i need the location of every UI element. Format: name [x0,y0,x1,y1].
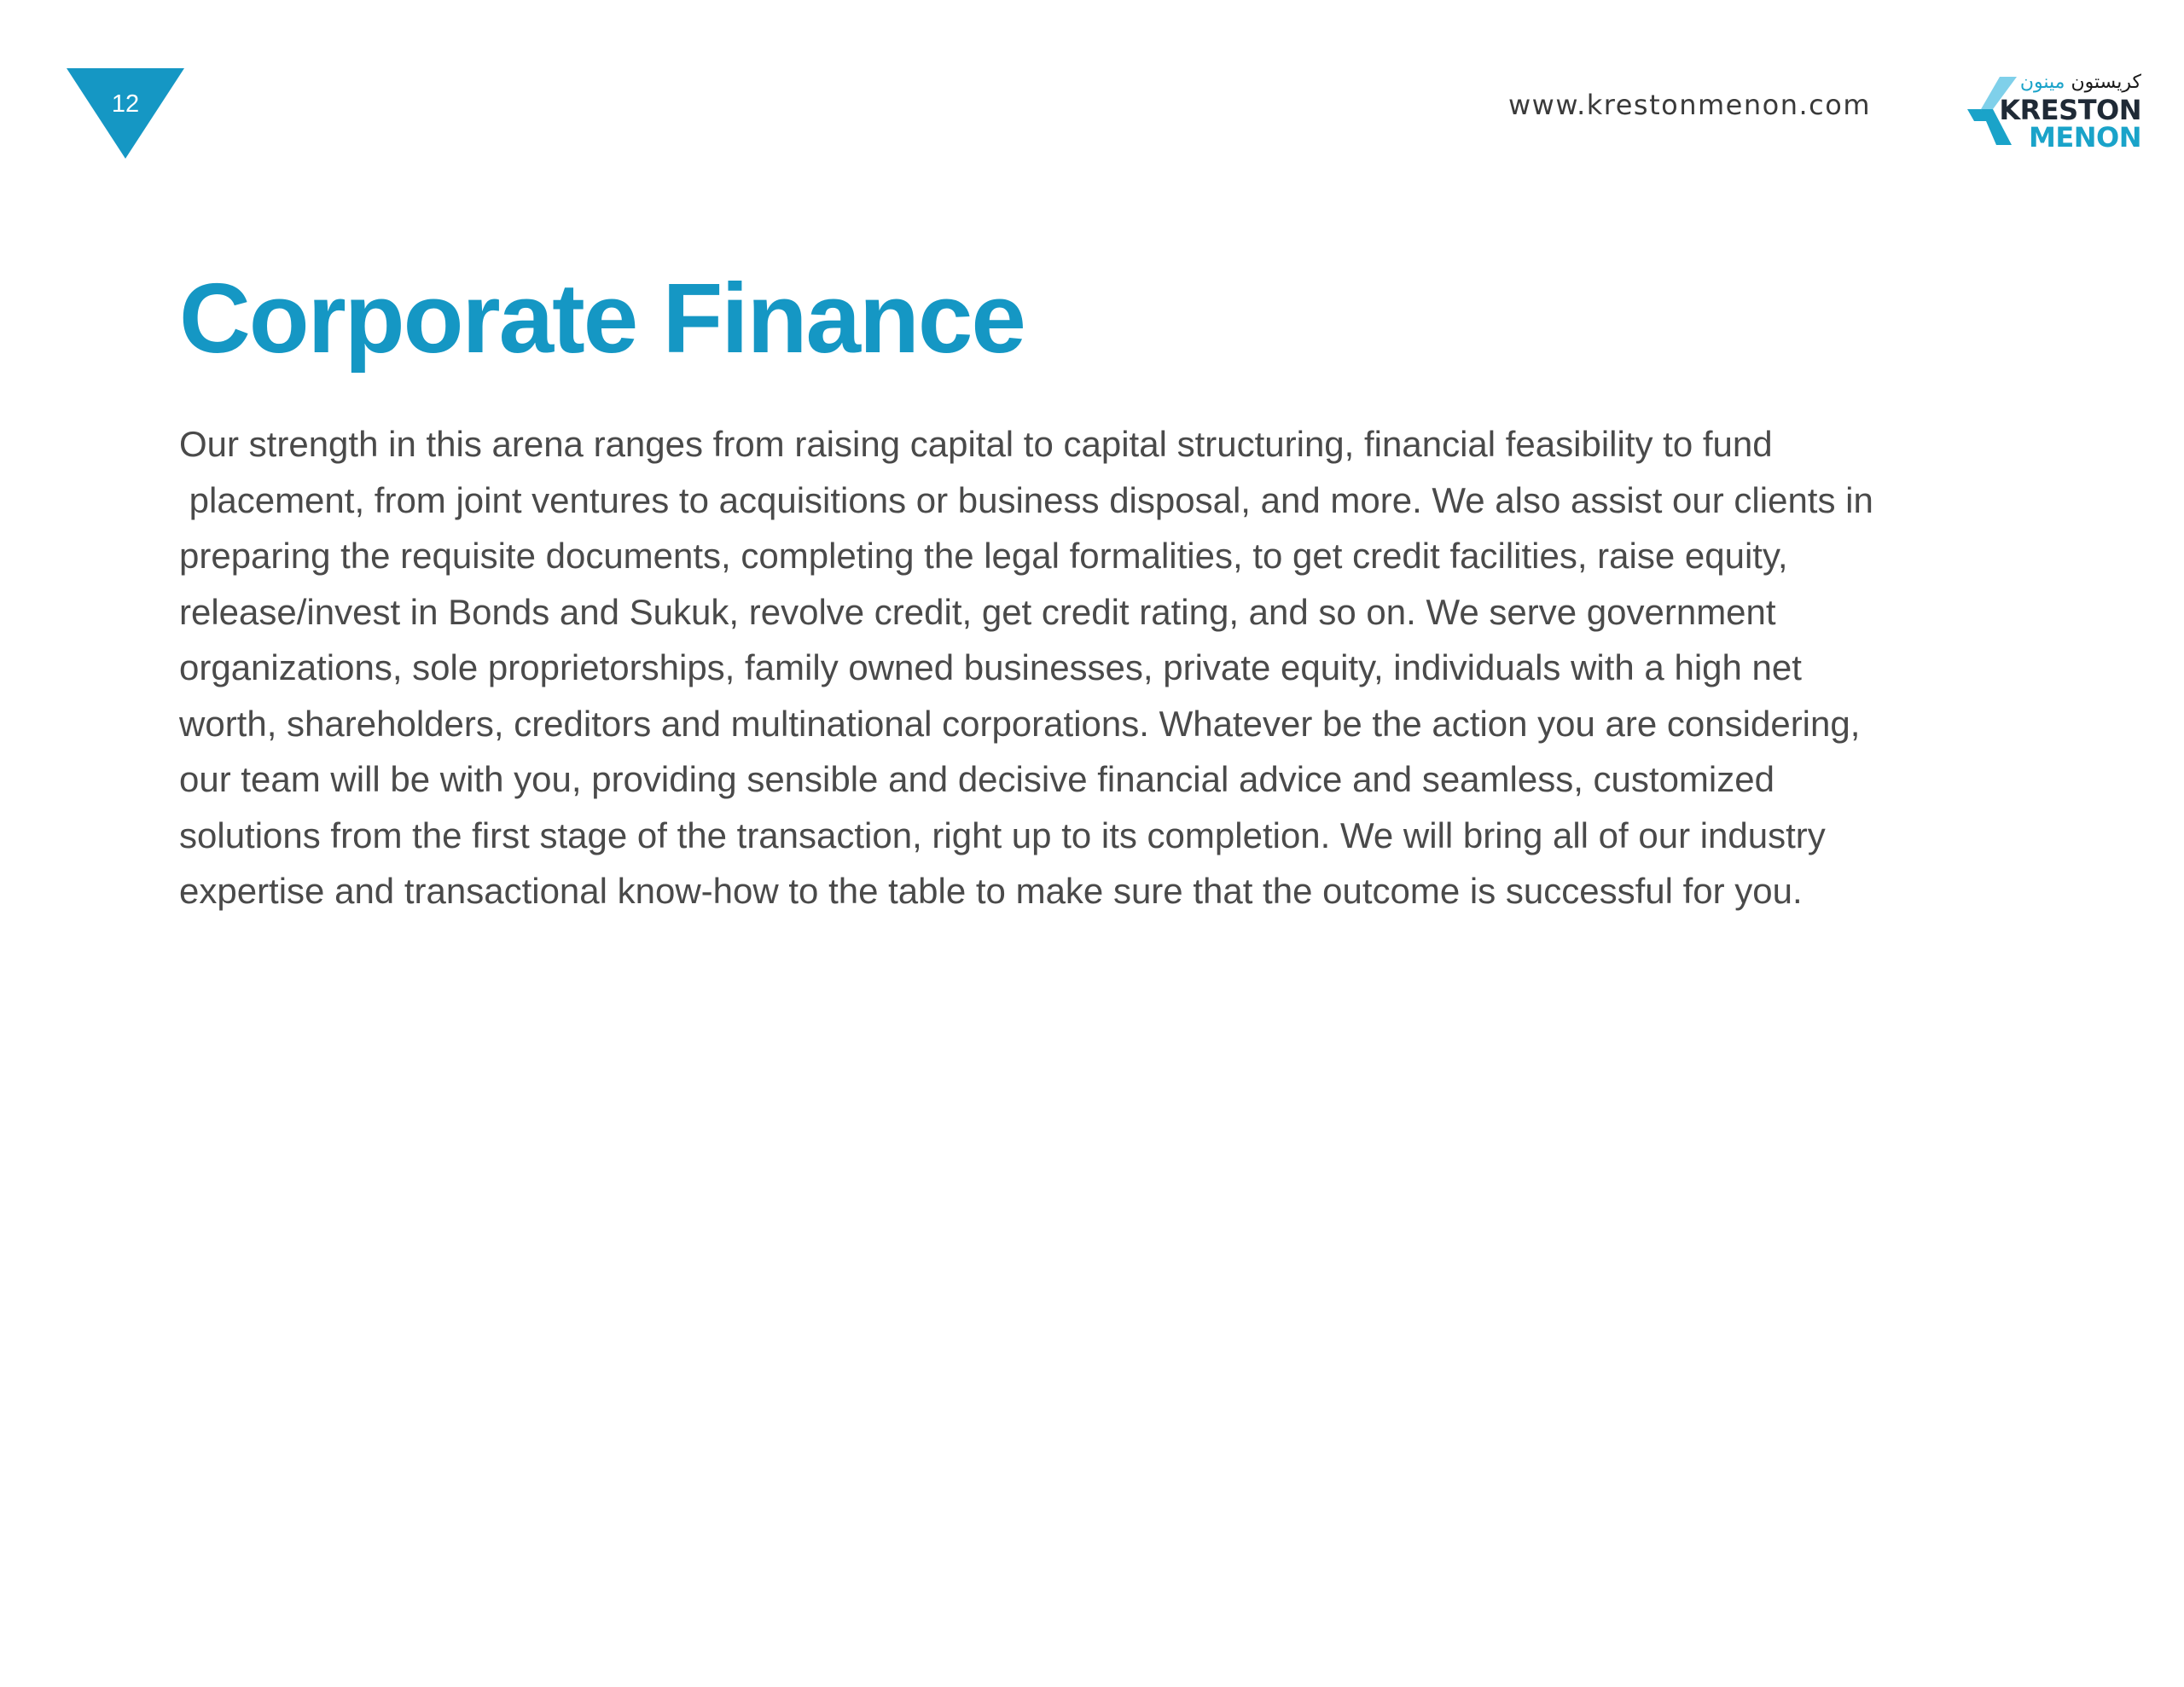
page-number: 12 [111,90,140,118]
kreston-menon-logo [1962,72,2141,154]
logo-arabic-text [2020,72,2141,93]
paragraph-line: expertise and transactional know-how to the table to make sure that the outcome is successful for you. [179,871,1803,911]
paragraph-line: our team will be with you, providing sensible and decisive financial advice and seamless, customized [179,759,1774,799]
paragraph-line: placement, from joint ventures to acquisitions or business disposal, and more. We also assist our clients in [179,479,1873,520]
paragraph-line: release/invest in Bonds and Sukuk, revolve credit, get credit rating, and so on. We serve government [179,591,1776,632]
paragraph-line: solutions from the first stage of the transaction, right up to its completion. We will bring all of our industry [179,815,1826,855]
body-paragraph [179,416,1971,919]
page-number-badge [67,68,184,159]
paragraph-line: Our strength in this arena ranges from raising capital to capital structuring, financial feasibility to fund [179,424,1773,464]
page-title: Corporate Finance [179,263,1025,374]
logo-word-menon: MENON [2029,121,2141,154]
logo-arabic-menon: مينون [2019,72,2065,93]
logo-word-kreston: KRESTON [1999,94,2141,126]
paragraph-line: organizations, sole proprietorships, family owned businesses, private equity, individuals with a high net [179,647,1802,687]
website-url: www.krestonmenon.com [1507,89,1871,121]
paragraph-line: preparing the requisite documents, completing the legal formalities, to get credit facilities, raise equity, [179,536,1788,576]
paragraph-line: worth, shareholders, creditors and multinational corporations. Whatever be the action you are considering, [179,703,1861,744]
logo-arabic-kreston: كريستون [2071,72,2141,93]
